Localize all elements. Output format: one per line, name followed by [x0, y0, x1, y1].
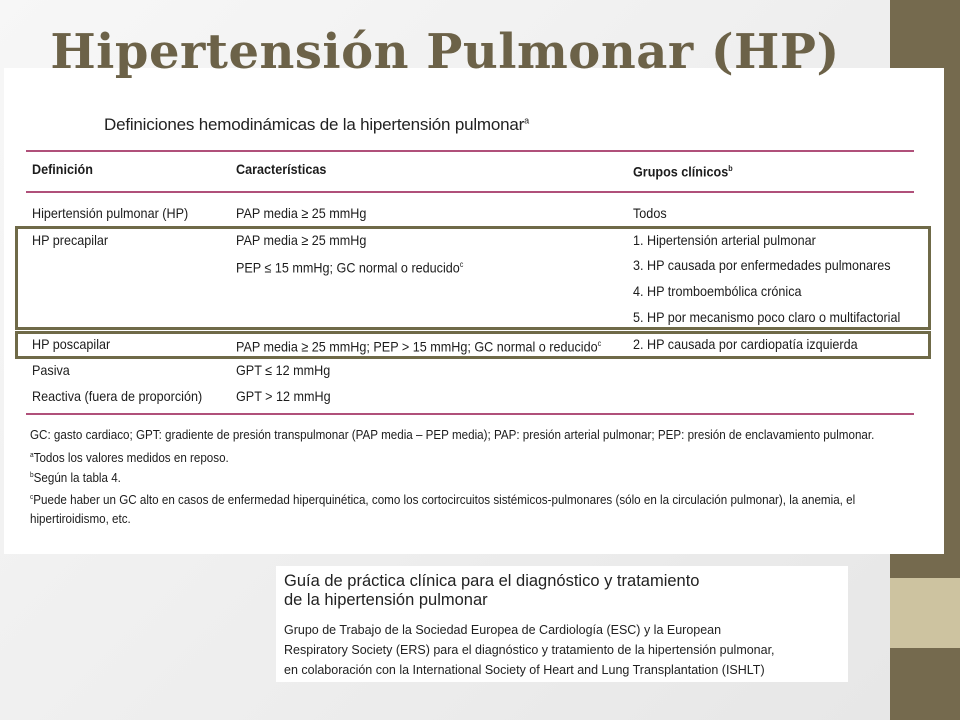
slide-title: Hipertensión Pulmonar (HP) — [50, 24, 840, 80]
table-cell-caracteristicas-sup: c — [459, 260, 464, 269]
rule-top — [26, 150, 914, 152]
table-cell-caracteristicas-sup: c — [597, 339, 602, 348]
citation-box — [276, 566, 848, 682]
column-header-grupos-text: Grupos clínicos — [633, 163, 729, 180]
table-cell-caracteristicas-text: PAP media ≥ 25 mmHg; PEP > 15 mmHg; GC normal o reducido — [236, 338, 598, 355]
footnote-b — [30, 468, 121, 486]
table-cell-caracteristicas: GPT > 12 mmHg — [236, 388, 331, 404]
table-heading-text: Definiciones hemodinámicas de la hipertensión pulmonar — [104, 115, 525, 134]
table-cell-definicion: Hipertensión pulmonar (HP) — [32, 205, 189, 221]
footnote-a-text: Todos los valores medidos en reposo. — [33, 451, 229, 466]
table-cell-caracteristicas: GPT ≤ 12 mmHg — [236, 362, 331, 378]
citation-body-line: Grupo de Trabajo de la Sociedad Europea de Cardiología (ESC) y la European — [284, 623, 722, 637]
citation-title-line: Guía de práctica clínica para el diagnóstico y tratamiento — [284, 572, 700, 590]
highlight-box-poscapilar — [15, 331, 931, 359]
table-cell-grupos: 2. HP causada por cardiopatía izquierda — [633, 336, 858, 352]
table-cell-definicion: HP precapilar — [32, 232, 109, 248]
rule-bottom — [26, 413, 914, 415]
table-cell-grupos: 5. HP por mecanismo poco claro o multifactorial — [633, 309, 901, 325]
rule-header-bottom — [26, 191, 914, 193]
footnote-b-text: Según la tabla 4. — [33, 471, 121, 486]
table-cell-caracteristicas-text: PEP ≤ 15 mmHg; GC normal o reducido — [236, 259, 460, 276]
table-cell-definicion: Pasiva — [32, 362, 70, 378]
table-cell-caracteristicas: PAP media ≥ 25 mmHg — [236, 205, 367, 221]
footnote-a-sup: a — [30, 452, 34, 459]
table-cell-caracteristicas: PAP media ≥ 25 mmHg — [236, 232, 367, 248]
column-header-grupos — [633, 161, 733, 180]
table-heading-sup: a — [524, 115, 529, 126]
citation-title — [284, 572, 699, 610]
citation-body — [284, 620, 775, 680]
footnote-a — [30, 448, 229, 466]
footnote-c-continued: hipertiroidismo, etc. — [30, 512, 131, 526]
footnote-b-sup: b — [30, 472, 34, 479]
table-heading — [104, 115, 529, 135]
citation-body-line: en colaboración con la International Society of Heart and Lung Transplantation (ISHLT) — [284, 663, 765, 677]
citation-body-line: Respiratory Society (ERS) para el diagnóstico y tratamiento de la hipertensión pulmonar, — [284, 643, 775, 657]
table-cell-grupos: 4. HP tromboembólica crónica — [633, 283, 802, 299]
highlight-box-precapilar — [15, 226, 931, 330]
column-header-grupos-sup: b — [728, 164, 733, 173]
footnote-c-text: Puede haber un GC alto en casos de enfermedad hiperquinética, como los cortocircuitos sistémicos-pulmonares (sólo en la circulación pulmonar), la anemia, el — [33, 493, 856, 508]
table-cell-definicion: HP poscapilar — [32, 336, 111, 352]
citation-title-line: de la hipertensión pulmonar — [284, 591, 488, 609]
column-header-caracteristicas: Características — [236, 161, 327, 177]
footnote-c — [30, 490, 855, 508]
footnote-c-sup: c — [30, 494, 34, 501]
table-cell-definicion: Reactiva (fuera de proporción) — [32, 388, 203, 404]
table-cell-grupos: 1. Hipertensión arterial pulmonar — [633, 232, 816, 248]
side-bar-light — [890, 578, 960, 648]
footnote-abbreviations: GC: gasto cardiaco; GPT: gradiente de presión transpulmonar (PAP media – PEP media); PAP: presión arterial pulmonar; PEP: presión de enclavamiento pulmonar. — [30, 428, 875, 442]
side-bar-dark-bottom — [890, 648, 960, 720]
table-cell-grupos: Todos — [633, 205, 667, 221]
table-cell-grupos: 3. HP causada por enfermedades pulmonares — [633, 257, 891, 273]
column-header-definicion: Definición — [32, 161, 93, 177]
